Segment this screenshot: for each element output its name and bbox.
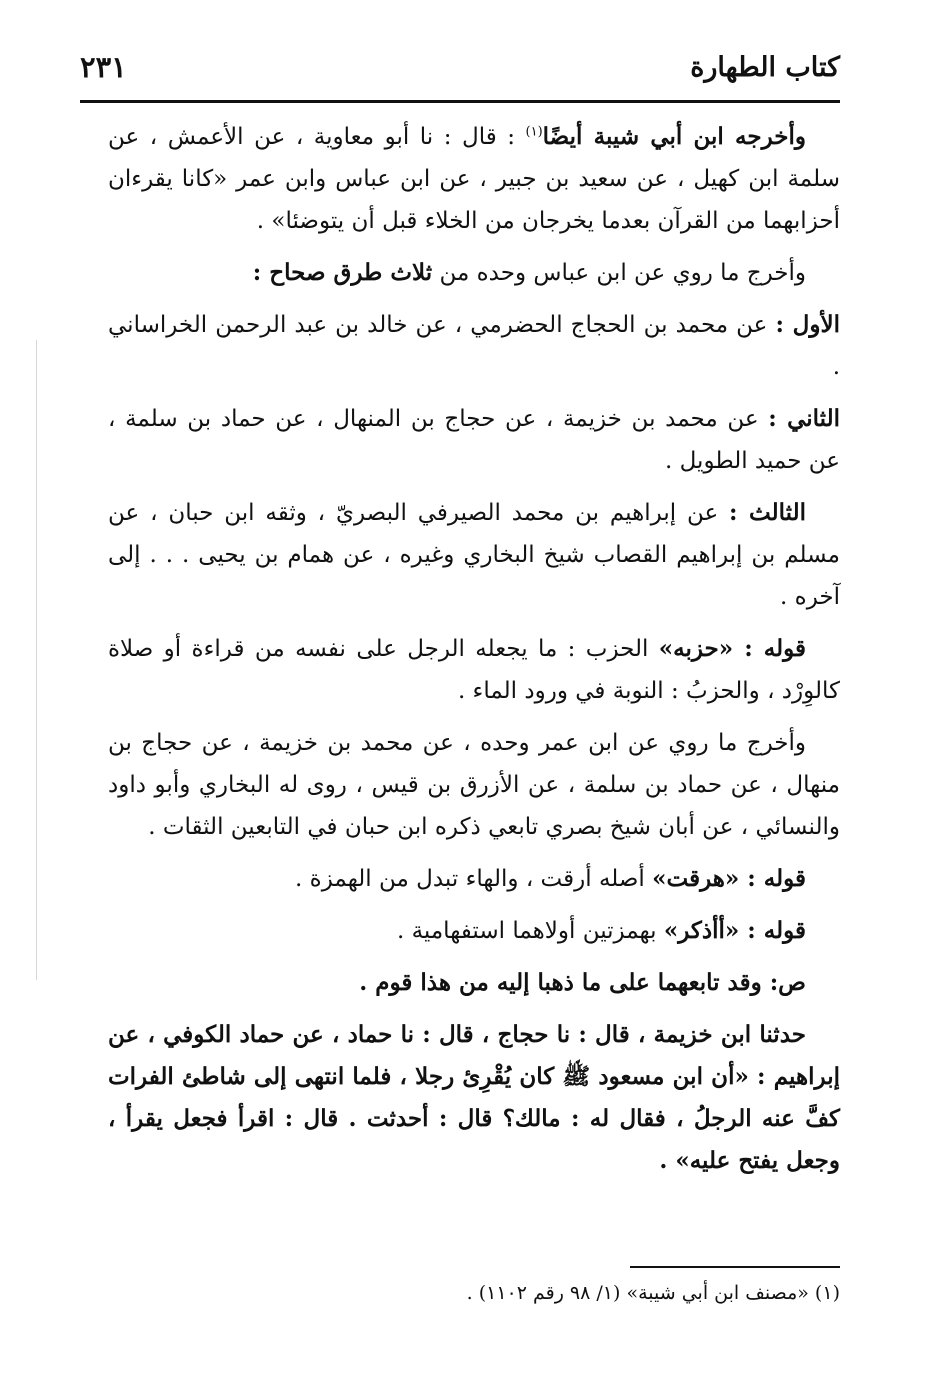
paragraph-11-text: حدثنا ابن خزيمة ، قال : نا حجاج ، قال : نا حماد ، عن حماد الكوفي ، عن إبراهيم : «أن ابن مسعود ﷺ كان يُقْرِئ رجلا ، فلما انتهى إلى شاطئ الفرات كفَّ عنه الرجلُ ، فقال له : مالك؟ قال : أحدثت . قال : اقرأ فجعل يقرأ ، وجعل يفتح عليه» .	[108, 1021, 840, 1174]
paragraph-2-emphasis: ثلاث طرق صحاح :	[252, 259, 433, 286]
paragraph-5	[108, 492, 840, 618]
paragraph-5-lead: الثالث :	[729, 499, 806, 526]
paragraph-8-text: أصله أرقت ، والهاء تبدل من الهمزة .	[295, 866, 653, 892]
paragraph-2-text: وأخرج ما روي عن ابن عباس وحده من	[432, 260, 806, 286]
paragraph-4-text: عن محمد بن خزيمة ، عن حجاج بن المنهال ، عن حماد بن سلمة ، عن حميد الطويل .	[108, 406, 840, 474]
paragraph-4-lead: الثاني :	[768, 405, 840, 432]
paragraph-3-lead: الأول :	[775, 311, 840, 338]
paragraph-9-text: بهمزتين أولاهما استفهامية .	[396, 918, 664, 944]
paragraph-5-text: عن إبراهيم بن محمد الصيرفي البصريّ ، وثقه ابن حبان ، عن مسلم بن إبراهيم القصاب شيخ البخاري وغيره ، عن همام بن يحيى . . . إلى آخره .	[108, 500, 840, 610]
paragraph-1	[108, 116, 840, 242]
page-number: ٢٣١	[80, 50, 127, 84]
paragraph-3	[108, 304, 840, 388]
paragraph-6-lead: قوله : «حزبه»	[658, 635, 806, 662]
footnote-ref[interactable]: (١)	[525, 124, 543, 140]
paragraph-2	[108, 252, 840, 294]
paragraph-7	[108, 722, 840, 848]
paragraph-4	[108, 398, 840, 482]
paragraph-1-text: : قال : نا أبو معاوية ، عن الأعمش ، عن سلمة ابن كهيل ، عن سعيد بن جبير ، عن ابن عباس وابن عمر «كانا يقرءان أحزابهما من القرآن بعدما يخرجان من الخلاء قبل أن يتوضئا» .	[108, 124, 840, 234]
paragraph-8-lead: قوله : «هرقت»	[652, 865, 806, 892]
paragraph-6	[108, 628, 840, 712]
paragraph-8	[108, 858, 840, 900]
chapter-title: كتاب الطهارة	[690, 52, 840, 83]
paragraph-7-text: وأخرج ما روي عن ابن عمر وحده ، عن محمد بن خزيمة ، عن حجاج بن منهال ، عن حماد بن سلمة ، عن الأزرق بن قيس ، روى له البخاري وأبو داود والنسائي ، عن أبان شيخ بصري تابعي ذكره ابن حبان في التابعين الثقات .	[108, 730, 840, 840]
paragraph-10	[108, 962, 840, 1004]
page-header	[80, 44, 840, 94]
paragraph-1-lead: وأخرجه ابن أبي شيبة أيضًا	[542, 123, 806, 150]
paragraph-10-text: ص: وقد تابعهما على ما ذهبا إليه من هذا قوم .	[359, 969, 806, 996]
paragraph-9	[108, 910, 840, 952]
footnote-rule	[630, 1266, 840, 1268]
footnote: (١) «مصنف ابن أبي شيبة» (١/ ٩٨ رقم ١١٠٢) .	[466, 1282, 840, 1304]
header-rule	[80, 100, 840, 103]
paragraph-3-text: عن محمد بن الحجاج الحضرمي ، عن خالد بن عبد الرحمن الخراساني .	[108, 312, 840, 380]
paragraph-9-lead: قوله : «أأذكر»	[663, 917, 806, 944]
paragraph-6-text: الحزب : ما يجعله الرجل على نفسه من قراءة أو صلاة كالوِرْد ، والحزبُ : النوبة في ورود الماء .	[108, 636, 840, 704]
paragraph-11	[108, 1014, 840, 1182]
main-text	[108, 116, 840, 1192]
scan-margin-line	[36, 340, 37, 980]
